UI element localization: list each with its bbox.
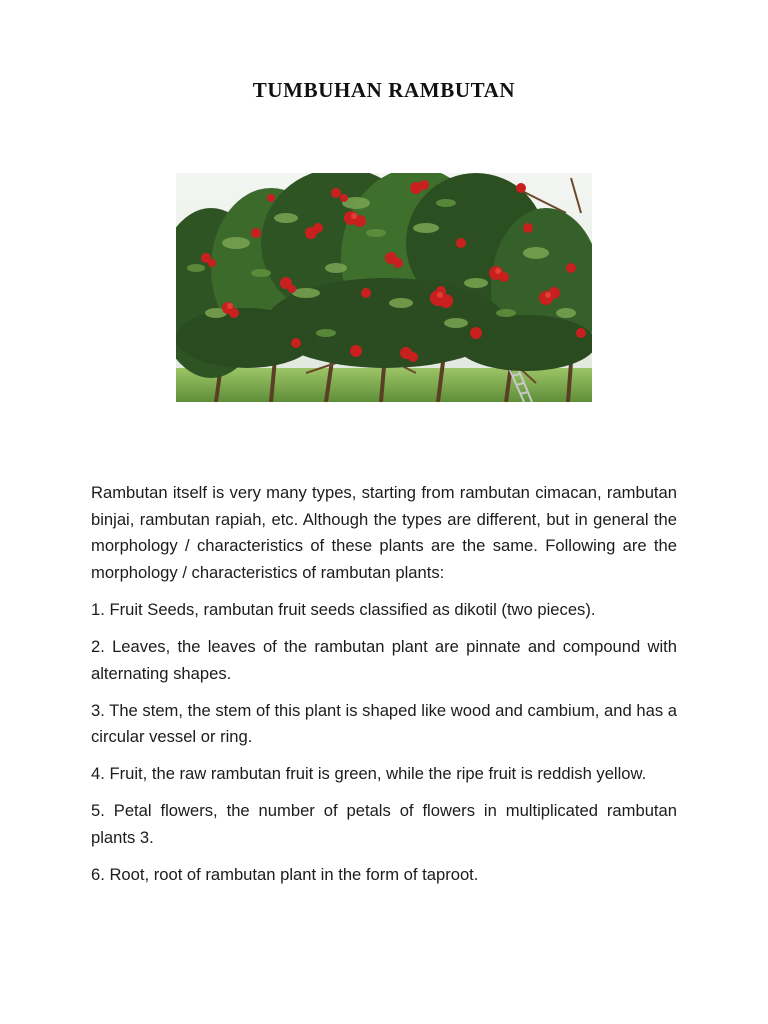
body-text [91,480,677,899]
list-item: 4. Fruit, the raw rambutan fruit is green, while the ripe fruit is reddish yellow. [91,764,647,783]
list-item: 2. Leaves, the leaves of the rambutan plant are pinnate and compound with alternating shapes. [91,637,677,683]
list-item: 3. The stem, the stem of this plant is shaped like wood and cambium, and has a circular vessel or ring. [91,700,677,746]
rambutan-tree-photo [176,173,592,402]
list-item: 1. Fruit Seeds, rambutan fruit seeds classified as dikotil (two pieces). [91,600,596,619]
rambutan-tree-illustration [176,173,592,402]
list-item: 6. Root, root of rambutan plant in the form of taproot. [91,864,479,884]
page-title: TUMBUHAN RAMBUTAN [252,78,516,102]
list-item: 5. Petal flowers, the number of petals of flowers in multiplicated rambutan plants 3. [91,801,677,847]
intro-paragraph: Rambutan itself is very many types, starting from rambutan cimacan, rambutan binjai, rambutan rapiah, etc. Although the types are different, but in general the morphology / characteristics of these plants are the same. Following are the morphology / characteristics of rambutan plants: [91,483,677,582]
